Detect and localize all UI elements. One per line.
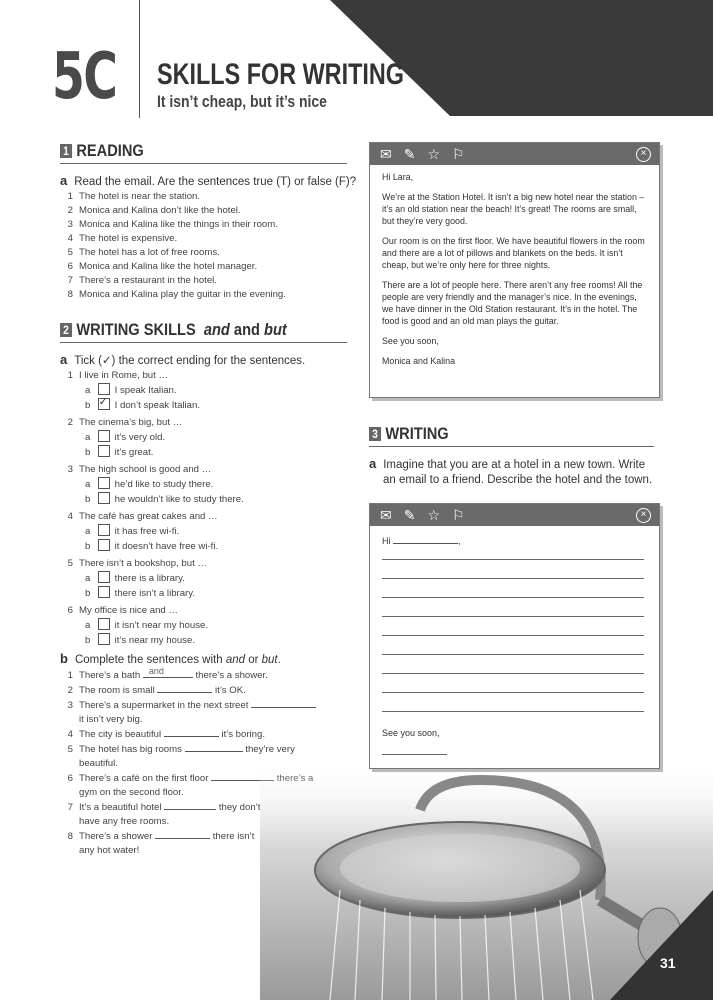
item-text: Monica and Kalina don’t like the hotel. xyxy=(79,205,241,216)
sentence-start: There’s a shower xyxy=(79,831,153,842)
list-item xyxy=(60,274,286,288)
option-text: it doesn’t have free wi-fi. xyxy=(114,541,219,552)
section-divider xyxy=(60,342,347,343)
list-item xyxy=(60,232,286,246)
sentence-end: it’s boring. xyxy=(221,729,266,740)
edit-icon[interactable]: ✎ xyxy=(403,506,416,523)
sentence-start: it isn’t very big. xyxy=(79,714,143,725)
section-writing-skills-heading: 2 WRITING SKILLS and and but xyxy=(60,320,287,340)
option-letter: a xyxy=(85,385,91,396)
option-letter: b xyxy=(85,447,91,458)
option-text: it’s near my house. xyxy=(114,635,196,646)
reading-list xyxy=(60,190,286,302)
email-window xyxy=(369,142,660,398)
email-body xyxy=(370,165,659,381)
checkbox[interactable] xyxy=(98,524,110,536)
writing-line[interactable] xyxy=(382,578,644,579)
option-row xyxy=(60,383,244,398)
tick-list xyxy=(60,369,244,651)
email-paragraph: There are a lot of people here. There aren’t any free rooms! All the people are very friendly and the manager’s nice. In the evenings, we have dinner in the Old Station restaurant. It’s in the hotel. The food is good and an old man plays the guitar. xyxy=(382,280,643,326)
tick-item xyxy=(60,604,244,618)
option-text: it has free wi-fi. xyxy=(114,526,180,537)
write-signoff: See you soon, xyxy=(382,728,440,738)
reading-instruction: a Read the email. Are the sentences true (T) or false (F)? xyxy=(60,173,357,188)
answer-blank[interactable] xyxy=(164,727,219,737)
answer-blank[interactable] xyxy=(143,668,193,678)
signature-line[interactable] xyxy=(382,754,447,755)
item-number: 8 xyxy=(67,289,73,300)
section-divider xyxy=(60,163,347,164)
complete-instruction: b Complete the sentences with and or but. xyxy=(60,651,281,666)
item-number: 5 xyxy=(67,247,73,258)
email-toolbar xyxy=(370,143,659,165)
sentence-start: The city is beautiful xyxy=(79,729,162,740)
item-number: 8 xyxy=(67,831,73,842)
header-divider xyxy=(139,0,140,118)
section-divider xyxy=(369,446,654,447)
checkbox[interactable] xyxy=(98,618,110,630)
item-stem: My office is nice and … xyxy=(79,605,179,616)
writing-line[interactable] xyxy=(382,673,644,674)
sentence-start: any hot water! xyxy=(79,845,140,856)
list-item xyxy=(60,246,286,260)
email-toolbar xyxy=(370,504,659,526)
sentence-start: There’s a supermarket in the next street xyxy=(79,700,249,711)
option-letter: a xyxy=(85,479,91,490)
section-reading-heading: 1 READING xyxy=(60,141,144,161)
checkbox[interactable] xyxy=(98,477,110,489)
email-paragraph: We’re at the Station Hotel. It isn’t a big new hotel near the station – it’s an old station near the beach! It’s great! The rooms are small, but they’re very good. xyxy=(382,192,645,226)
option-row xyxy=(60,571,244,586)
option-text: it’s great. xyxy=(114,447,154,458)
checkbox[interactable] xyxy=(98,571,110,583)
email-paragraph: Our room is on the first floor. We have beautiful flowers in the room and there are a lot of pillows and blankets on the beds. It isn’t cheap, but we’re only here for three nights. xyxy=(382,236,645,270)
shower-image xyxy=(260,760,713,1000)
option-row xyxy=(60,398,244,413)
item-number: 4 xyxy=(67,511,73,522)
option-row xyxy=(60,618,244,633)
item-number: 2 xyxy=(67,205,73,216)
email-names: Monica and Kalina xyxy=(382,356,456,366)
gap-line xyxy=(60,668,340,683)
item-text: The hotel is expensive. xyxy=(79,233,178,244)
item-number: 3 xyxy=(67,464,73,475)
option-letter: b xyxy=(85,400,91,411)
section-writing-heading: 3 WRITING xyxy=(369,424,449,444)
list-item xyxy=(60,260,286,274)
option-text: I don’t speak Italian. xyxy=(114,400,201,411)
checkbox[interactable] xyxy=(98,633,110,645)
list-item xyxy=(60,204,286,218)
edit-icon[interactable]: ✎ xyxy=(403,145,416,162)
list-item xyxy=(60,288,286,302)
option-letter: a xyxy=(85,620,91,631)
sentence-start: The hotel has big rooms xyxy=(79,744,182,755)
tick-item xyxy=(60,416,244,430)
page-number: 31 xyxy=(660,955,676,971)
answer-blank[interactable] xyxy=(185,742,243,752)
answer-blank[interactable] xyxy=(155,829,210,839)
example-answer: and xyxy=(148,666,164,676)
item-number: 6 xyxy=(67,773,73,784)
envelope-icon[interactable]: ✉ xyxy=(380,506,392,523)
option-letter: b xyxy=(85,494,91,505)
item-stem: I live in Rome, but … xyxy=(79,370,169,381)
option-row xyxy=(60,586,244,601)
close-icon[interactable]: × xyxy=(636,147,651,162)
writing-line[interactable] xyxy=(382,692,644,693)
writing-line[interactable] xyxy=(382,597,644,598)
flag-icon[interactable]: ⚐ xyxy=(452,506,465,523)
sentence-end: it’s OK. xyxy=(215,685,246,696)
option-row xyxy=(60,524,244,539)
option-text: he’d like to study there. xyxy=(114,479,214,490)
item-number: 6 xyxy=(67,261,73,272)
tick-mark: ✓ xyxy=(98,396,108,408)
option-row xyxy=(60,492,244,507)
option-letter: a xyxy=(85,432,91,443)
option-letter: a xyxy=(85,526,91,537)
option-letter: a xyxy=(85,573,91,584)
option-letter: b xyxy=(85,588,91,599)
option-text: he wouldn’t like to study there. xyxy=(114,494,244,505)
sentence-start: beautiful. xyxy=(79,758,118,769)
close-icon[interactable]: × xyxy=(636,508,651,523)
envelope-icon[interactable]: ✉ xyxy=(380,145,392,162)
checkbox[interactable] xyxy=(98,383,110,395)
option-row xyxy=(60,633,244,648)
tick-item xyxy=(60,463,244,477)
tick-instruction: a Tick (✓) the correct ending for the sentences. xyxy=(60,352,306,367)
tick-item xyxy=(60,510,244,524)
option-text: there is a library. xyxy=(114,573,185,584)
sentence-end: they don’t xyxy=(218,802,261,813)
option-text: I speak Italian. xyxy=(114,385,177,396)
item-stem: There isn’t a bookshop, but … xyxy=(79,558,207,569)
star-icon[interactable]: ☆ xyxy=(427,145,441,162)
gap-line xyxy=(60,683,340,698)
item-text: Monica and Kalina like the hotel manager. xyxy=(79,261,258,272)
gap-line xyxy=(60,713,340,727)
sentence-end: there isn’t xyxy=(212,831,255,842)
item-number: 5 xyxy=(67,558,73,569)
tick-item xyxy=(60,557,244,571)
item-number: 6 xyxy=(67,605,73,616)
item-number: 7 xyxy=(67,802,73,813)
flag-icon[interactable]: ⚐ xyxy=(452,145,465,162)
item-number: 2 xyxy=(67,417,73,428)
sentence-start: It’s a beautiful hotel xyxy=(79,802,162,813)
checkbox[interactable] xyxy=(98,398,110,410)
option-text: it isn’t near my house. xyxy=(114,620,208,631)
item-stem: The high school is good and … xyxy=(79,464,212,475)
item-number: 1 xyxy=(67,670,73,681)
item-number: 4 xyxy=(67,233,73,244)
sentence-start: have any free rooms. xyxy=(79,816,170,827)
checkbox[interactable] xyxy=(98,586,110,598)
item-number: 4 xyxy=(67,729,73,740)
item-text: Monica and Kalina play the guitar in the evening. xyxy=(79,289,286,300)
writing-line[interactable] xyxy=(382,635,644,636)
sentence-start: The room is small xyxy=(79,685,155,696)
gap-line xyxy=(60,742,340,757)
page-subtitle: It isn’t cheap, but it’s nice xyxy=(157,92,327,111)
option-row xyxy=(60,445,244,460)
item-text: There’s a restaurant in the hotel. xyxy=(79,275,217,286)
item-number: 5 xyxy=(67,744,73,755)
answer-blank[interactable] xyxy=(157,683,212,693)
option-row xyxy=(60,430,244,445)
checkbox[interactable] xyxy=(98,430,110,442)
gap-line xyxy=(60,727,340,742)
option-text: there isn’t a library. xyxy=(114,588,196,599)
email-greeting: Hi Lara, xyxy=(382,172,414,182)
email-signoff: See you soon, xyxy=(382,336,439,346)
star-icon[interactable]: ☆ xyxy=(427,506,441,523)
unit-number: 5C xyxy=(52,40,117,114)
writing-line[interactable] xyxy=(382,616,644,617)
item-number: 1 xyxy=(67,191,73,202)
option-letter: b xyxy=(85,541,91,552)
sentence-start: There’s a café on the first floor xyxy=(79,773,209,784)
item-text: Monica and Kalina like the things in their room. xyxy=(79,219,278,230)
checkbox[interactable] xyxy=(98,445,110,457)
writing-line[interactable] xyxy=(382,559,644,560)
option-letter: b xyxy=(85,635,91,646)
write-greeting: Hi , xyxy=(382,536,461,546)
sentence-start: gym on the second floor. xyxy=(79,787,184,798)
list-item xyxy=(60,218,286,232)
name-blank[interactable] xyxy=(393,534,458,544)
sentence-end: there’s a shower. xyxy=(195,670,268,681)
option-row xyxy=(60,477,244,492)
option-row xyxy=(60,539,244,554)
item-number: 1 xyxy=(67,370,73,381)
item-number: 3 xyxy=(67,219,73,230)
item-text: The hotel is near the station. xyxy=(79,191,201,202)
tick-item xyxy=(60,369,244,383)
write-email-window xyxy=(369,503,660,769)
checkbox[interactable] xyxy=(98,539,110,551)
gap-line xyxy=(60,698,340,713)
checkbox[interactable] xyxy=(98,492,110,504)
sentence-end: they’re very xyxy=(245,744,295,755)
answer-blank[interactable] xyxy=(164,800,216,810)
item-text: The hotel has a lot of free rooms. xyxy=(79,247,220,258)
writing-line[interactable] xyxy=(382,711,644,712)
list-item xyxy=(60,190,286,204)
answer-blank[interactable] xyxy=(251,698,316,708)
writing-instruction: a Imagine that you are at a hotel in a new town. Write an email to a friend. Describe the hotel and the town. xyxy=(369,456,653,486)
item-number: 7 xyxy=(67,275,73,286)
sentence-start: There’s a bath xyxy=(79,670,141,681)
page-title: SKILLS FOR WRITING xyxy=(157,58,404,91)
item-stem: The café has great cakes and … xyxy=(79,511,218,522)
writing-line[interactable] xyxy=(382,654,644,655)
item-number: 3 xyxy=(67,700,73,711)
item-stem: The cinema’s big, but … xyxy=(79,417,183,428)
option-text: it’s very old. xyxy=(114,432,166,443)
item-number: 2 xyxy=(67,685,73,696)
